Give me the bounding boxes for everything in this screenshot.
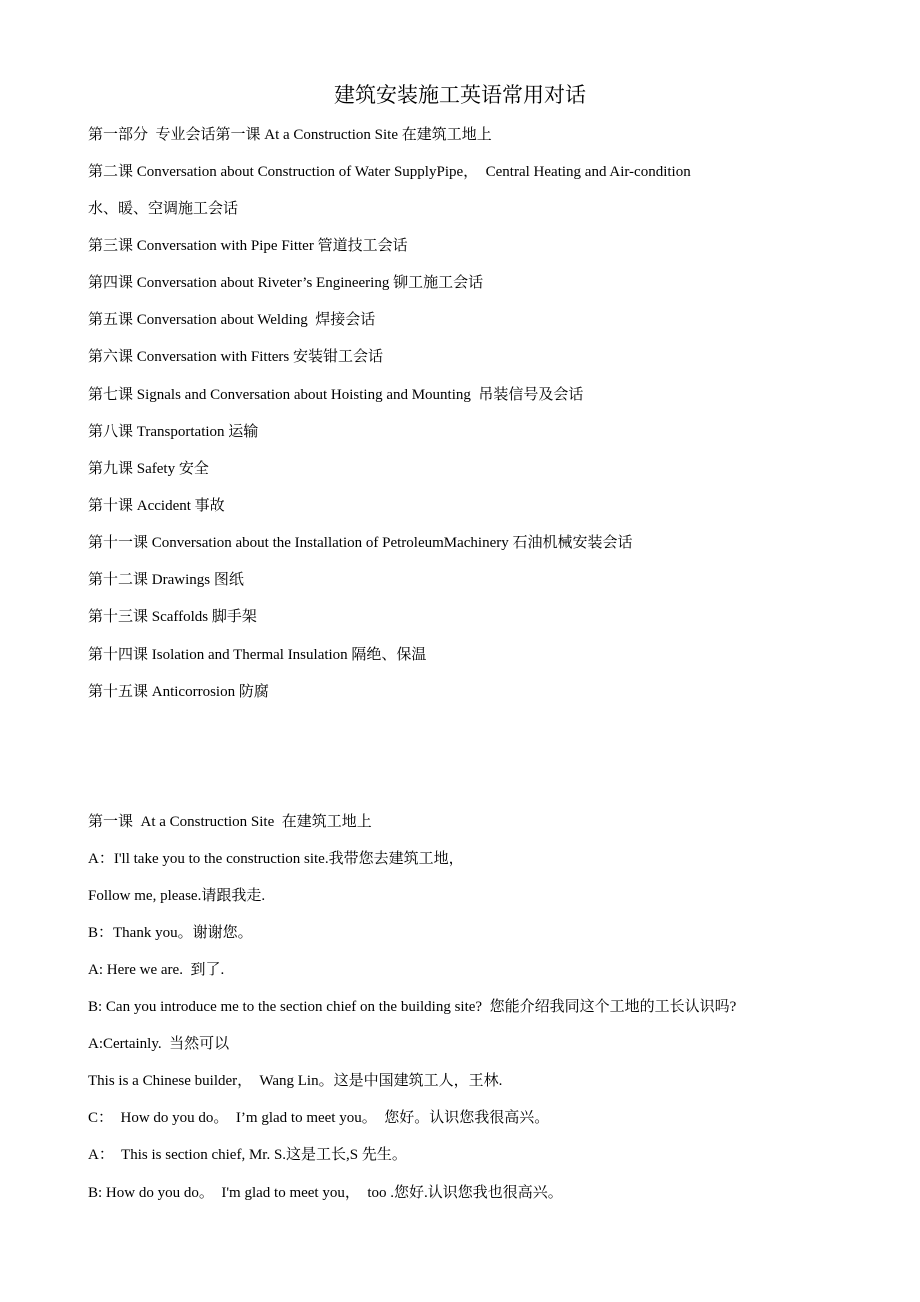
toc-line: 第七课 Signals and Conversation about Hoisting and Mounting 吊装信号及会话 [88, 387, 584, 403]
dialogue-line: Follow me, please.请跟我走. [88, 888, 266, 904]
dialogue-line: A:Certainly. 当然可以 [88, 1036, 230, 1052]
dialogue-line: B: How do you do。 I'm glad to meet you， too .您好.认识您我也很高兴。 [88, 1185, 563, 1201]
toc-line: 第三课 Conversation with Pipe Fitter 管道技工会话 [88, 238, 408, 254]
toc-line: 第二课 Conversation about Construction of Water SupplyPipe， Central Heating and Air-condition [88, 164, 691, 180]
dialogue-line: A： This is section chief, Mr. S.这是工长,S 先生。 [88, 1147, 407, 1163]
toc-line: 第十五课 Anticorrosion 防腐 [88, 684, 269, 700]
toc-line: 水、暖、空调施工会话 [88, 201, 239, 217]
toc-line: 第十三课 Scaffolds 脚手架 [88, 609, 257, 625]
toc-line: 第九课 Safety 安全 [88, 461, 209, 477]
toc-line: 第一部分 专业会话第一课 At a Construction Site 在建筑工地上 [88, 127, 492, 143]
toc-line: 第十课 Accident 事故 [88, 498, 225, 514]
toc-line: 第十四课 Isolation and Thermal Insulation 隔绝、保温 [88, 647, 427, 663]
dialogue-line: A：I'll take you to the construction site.我带您去建筑工地， [88, 851, 464, 867]
dialogue-line: A: Here we are. 到了. [88, 962, 225, 978]
dialogue-line: B: Can you introduce me to the section chief on the building site? 您能介绍我同这个工地的工长认识吗? [88, 999, 737, 1015]
toc-line: 第十一课 Conversation about the Installation of PetroleumMachinery 石油机械安装会话 [88, 535, 633, 551]
toc-line: 第八课 Transportation 运输 [88, 424, 259, 440]
dialogue-line: B：Thank you。谢谢您。 [88, 925, 253, 941]
dialogue-line: C： How do you do。 I’m glad to meet you。 您好。认识您我很高兴。 [88, 1110, 550, 1126]
toc-line: 第五课 Conversation about Welding 焊接会话 [88, 312, 376, 328]
toc-line: 第四课 Conversation about Riveter’s Engineering 铆工施工会话 [88, 275, 484, 291]
dialogue-line: This is a Chinese builder， Wang Lin。这是中国建筑工人，王林. [88, 1073, 503, 1089]
lesson-heading: 第一课 At a Construction Site 在建筑工地上 [88, 814, 372, 830]
toc-line: 第六课 Conversation with Fitters 安装钳工会话 [88, 349, 383, 365]
toc-line: 第十二课 Drawings 图纸 [88, 572, 244, 588]
document-title: 建筑安装施工英语常用对话 [334, 83, 586, 107]
